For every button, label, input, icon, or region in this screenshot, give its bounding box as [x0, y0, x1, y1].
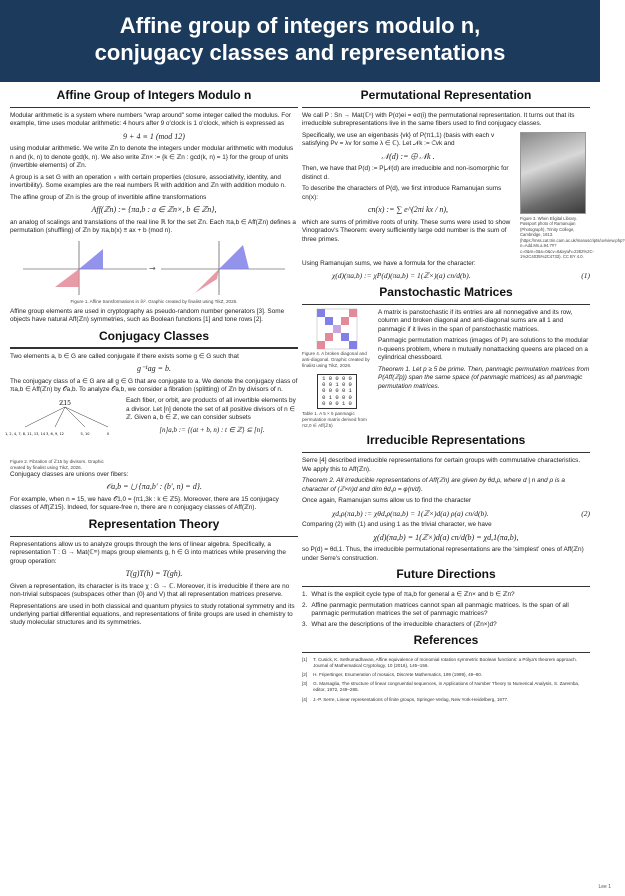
affine-p1: Modular arithmetic is a system where numbers "wrap around" some integer called the modulus. For example, time uses modular arithmetic: 4 hours after 9 o'clock is 1 o'clock, which is expressed as: [10, 112, 291, 128]
future-item: [302, 591, 590, 599]
perm-row: [302, 131, 625, 260]
irr-theorem: Theorem 2. All irreducible representations of Aff(ℤn) are given by θd,ρ, where d | n and ρ is a character of (ℤ×n)d and dim θd,ρ = φ(n/d).: [302, 477, 565, 493]
conj-eq3: 𝒪a,b = ⋃ {πa,b′ : (b′, n) = d}.: [106, 482, 202, 492]
affine-p4: The affine group of ℤn is the group of invertible affine transformations: [10, 193, 207, 201]
irreducible-section: [302, 433, 590, 563]
conjugacy-heading: Conjugacy Classes: [98, 328, 210, 343]
rep-p3: Representations are used in both classical and quantum physics to study rotational symmetry and its underlying partial differential equations, and representations of finite groups are used in chemistry to study molecular structures and its symmetries.: [10, 602, 295, 627]
affine-heading: Affine Group of Integers Modulo n: [56, 88, 252, 102]
table1-caption: Table 1. A 5 × 5 panmagic permutation matrix derived from π2,0 ∈ Aff(ℤ5): [302, 411, 367, 429]
title-line-1: Affine group of integers modulo n,: [119, 13, 481, 38]
affine-p3: A group is a set G with an operation ∘ with certain properties (closure, associativity, identity, and invertibility). Some examples are the real numbers ℝ with addition and ℤn with addition modulo n.: [10, 173, 286, 190]
divider: [10, 347, 298, 348]
triangle-red-1: [55, 269, 79, 287]
broken-diagonal-grid: [317, 309, 357, 349]
fibration-row: [4, 397, 298, 470]
affine-eq2: Aff(ℤn) := {πa,b : a ∈ ℤn×, b ∈ ℤn},: [91, 205, 217, 215]
affine-figure: [19, 239, 289, 297]
footer-author: Lee 1: [598, 884, 611, 890]
perm-eq3-row: [302, 271, 590, 281]
tree-node-1: 1, 2, 4, 7, 8, 11, 13, 14: [4, 432, 46, 437]
ref-number: [3]: [302, 681, 308, 687]
reference-item: [302, 657, 590, 669]
rep-eq1: T(g)T(h) = T(gh).: [125, 569, 183, 579]
ref-text: H. Fripertinger, Enumeration of mosaics, Discrete Mathematics, 199 (1999), 49–60.: [313, 672, 483, 678]
perm-p5: which are sums of primitive roots of unity. These sums were used to show Vinogradov's Theorem: every sufficiently large odd number is the sum of three primes.: [302, 218, 511, 243]
perm-p2: Specifically, we use an eigenbasis {vk} of P(π1,1) (basis with each v satisfying Pv = λv for some λ ∈ ℂ). Let 𝒩k := ℂvk and: [302, 131, 495, 148]
irr-p2: Once again, Ramanujan sums allow us to find the character: [302, 497, 472, 505]
references-list: [302, 657, 590, 702]
poster-title: [0, 12, 600, 66]
pan-text: [378, 309, 590, 429]
conj-p5: For example, when n = 15, we have 𝒪1,0 = {π1,3k : k ∈ ℤ5}. Moreover, there are 15 conjugacy classes of Aff(ℤ15). Indeed, for square-free n, there are n conjugacy classes of Aff(ℤn).: [10, 495, 279, 512]
matrix-row: 0 0 1 0 0: [322, 381, 352, 389]
affine-p6: Affine group elements are used in cryptography as pseudo-random number generators [3]. Some objects have natural Aff(ℤn) symmetries, such as Boolean functions [1] and tone rows [2].: [10, 307, 285, 324]
permutational-heading: Permutational Representation: [360, 88, 532, 102]
conj-p3: Each fiber, or orbit, are products of all invertible elements by a divisor. Let [n] denote the set of all positive divisors of n ∈ ℤ. Given a, b ∈ ℤ, we can consider subsets: [126, 397, 296, 422]
item-text: What is the explicit cycle type of πa,b for general a ∈ ℤn× and b ∈ ℤn?: [311, 591, 515, 599]
future-section: [302, 567, 590, 629]
panstochastic-section: [302, 285, 590, 429]
irr-eq1-num: (2): [581, 508, 590, 518]
future-item: [302, 602, 590, 619]
affine-p2: using modular arithmetic. We write ℤn to denote the integers under modular arithmetic with modulus n and (k, n) to denote gcd(k, n). We also write ℤn× := {k ∈ ℤn : gcd(k, n) = 1} for the group of units (invertible elements) of ℤn.: [10, 145, 294, 170]
perm-eq2: cn(x) := ∑ e^(2πi kx / n),: [367, 205, 448, 215]
tree-root-label: ℤ15: [58, 400, 72, 408]
irr-p4: so P(d) = θd,1. Thus, the irreducible permutational representations are the 'simplest' ones of Aff(ℤn) under Serre's construction.: [302, 546, 584, 562]
reference-item: [302, 697, 590, 703]
representation-heading: Representation Theory: [88, 516, 220, 531]
perm-p4: To describe the characters of P(d), we first introduce Ramanujan sums cn(x):: [302, 185, 502, 201]
conj-p4: Conjugacy classes are unions over fibers:: [10, 470, 129, 478]
panmagic-matrix: [317, 374, 357, 410]
permutational-section: [302, 88, 625, 281]
matrix-row: 0 0 0 1 0: [322, 400, 352, 408]
title-line-2: conjugacy classes and representations: [94, 40, 506, 65]
divider: [10, 107, 298, 108]
divider: [302, 452, 590, 453]
conj-eq1: g⁻¹ag = b.: [136, 363, 172, 373]
panstochastic-heading: Panstochastic Matrices: [379, 284, 513, 299]
svg-text:→: →: [149, 263, 156, 273]
irr-eq1-row: [302, 509, 590, 519]
reference-item: [302, 672, 590, 678]
item-number: 2.: [302, 601, 308, 609]
tree-node-4: 0: [106, 432, 110, 437]
matrix-row: 0 1 0 0 0: [322, 393, 352, 401]
perm-p3: Then, we have that P(d) := P|𝒩(d) are irreducible and non-isomorphic for distinct d.: [302, 165, 509, 181]
irr-p1: Serre [4] described irreducible representations for certain groups with commutative characteristics. We apply this to Aff(ℤn).: [302, 457, 581, 473]
irreducible-heading: Irreducible Representations: [366, 433, 526, 448]
triangle-blue-1: [79, 249, 103, 269]
matrix-row: 1 0 0 0 0: [322, 374, 352, 382]
conj-p2: The conjugacy class of a ∈ G are all g ∈ G that are conjugate to a. We denote the conjugacy class of πa,b ∈ Aff(ℤn) by 𝒪a,b. To analyze 𝒪a,b, we consider a fibration (splitting) of ℤn by divisors of n.: [10, 377, 298, 393]
future-list: [302, 591, 590, 629]
conj-p1: Two elements a, b ∈ G are called conjugate if there exists some g ∈ G such that: [10, 352, 239, 360]
ref-number: [2]: [302, 672, 308, 678]
matrix-row: 0 0 0 0 1: [322, 387, 352, 395]
fibration-tree: [4, 397, 120, 455]
future-item: [302, 621, 590, 629]
poster-header: [0, 0, 600, 82]
tree-node-3: 5, 10: [80, 432, 90, 437]
perm-eq3-num: (1): [581, 271, 590, 280]
perm-eq3: χ(d)(πa,b) := χP(d)(πa,b) = 1(ℤ×)(a) cn/d(b).: [332, 271, 471, 280]
divider: [302, 304, 590, 305]
item-number: 1.: [302, 591, 308, 599]
references-section: [302, 633, 590, 702]
ref-number: [4]: [302, 696, 308, 702]
representation-section: [10, 517, 298, 628]
irr-p3: Comparing (2) with (1) and using 1 as the trivial character, we have: [302, 521, 492, 529]
fig2-caption: Figure 2. Fibration of ℤ15 by divisors. Graphic created by finalist using TikZ, 2026.: [10, 458, 104, 470]
irr-eq2: χ(d)(πa,b) = 1(ℤ×)d(a) cn/d(b) = χd,1(πa,b),: [373, 532, 519, 542]
fig3-caption: Figure 3. When Eligital Library. Passport photo of Ramanujan (Photograph), Trinity College, Cambridge, 1913. (https://mss.cat.trin.cam.ac.uk/manuscripts/uv/view.php?n=Add.Ms.a.94.7#?c=0&m=0&s=0&cv=6&xywh=2282%2C-1%2C4035%2C4733). CC BY 4.0.: [520, 215, 625, 260]
affine-eq1: 9 + 4 ≡ 1 (mod 12): [123, 131, 185, 141]
perm-p6: Using Ramanujan sums, we have a formula for the character:: [302, 259, 476, 267]
future-heading: Future Directions: [396, 567, 496, 582]
rep-p1: Representations allow us to analyze groups through the lens of linear algebra. Specifically, a representation T : G → Mat(ℂᵐ) maps group elements g, h ∈ G into matrices while preserving the group operation:: [10, 540, 286, 565]
ramanujan-photo: [520, 132, 586, 214]
ref-text: J.-P. Serre, Linear representations of finite groups, Springer-Verlag, New York-Heidelberg, 1977.: [313, 696, 509, 702]
fibration-figure: [4, 397, 120, 470]
fibration-text: [126, 397, 298, 470]
ramanujan-figure: [520, 132, 625, 260]
divider: [302, 652, 590, 653]
pan-p1: A matrix is panstochastic if its entries are all nonnegative and its row, column and broken diagonal and anti-diagonal sums are all 1 and panmagic if it lives in the span of panstochastic matrices.: [378, 308, 573, 333]
ref-text: T. Cusick, K. Sethumadhavan, Affine equivalence of monomial rotation symmetric Boolean functions: a Pólya's theorem approach. Journal of Mathematical Cryptology, 10 (2016), 145–156.: [313, 657, 577, 669]
perm-text: [302, 132, 514, 260]
affine-section: [10, 88, 298, 325]
fig1-caption: Figure 1. Affine transformations in ℝ². Graphic created by finalist using TikZ, 2026.: [70, 298, 238, 304]
triangle-blue-2: [219, 245, 249, 269]
divider: [10, 536, 298, 537]
irr-eq1: χd,ρ(πa,b) := χθd,ρ(πa,b) = 1(ℤ×)d(a) ρ(a) cn/d(b).: [332, 508, 489, 518]
perm-p1: We call P : Sn → Mat(ℂⁿ) with P(σ)ei = eσ(i) the permutational representation. It turns out that its irreducible subrepresentations live in the same fibers used to find conjugacy classes.: [302, 112, 575, 128]
triangle-red-2: [195, 269, 219, 293]
fig4-caption: Figure 4. A broken diagonal and anti-diagonal. Graphic created by finalist using TikZ, 2026.: [302, 350, 370, 368]
ref-number: [1]: [302, 657, 308, 663]
conjugacy-section: [4, 328, 298, 513]
item-text: Affine panmagic permutation matrices cannot span all panmagic matrices. Is the span of all panmagic permutation matrices the set of panmagic matrices?: [311, 601, 569, 618]
divider: [302, 586, 590, 587]
divider: [302, 107, 590, 108]
references-heading: References: [413, 633, 479, 648]
reference-item: [302, 681, 590, 693]
right-column: [302, 84, 625, 884]
left-column: [4, 84, 298, 884]
pan-p2: Panmagic permutation matrices (images of P) are solutions to the modular n-queens problem, where n mutually nonattacking queens are placed on a cylindrical chessboard.: [378, 337, 589, 362]
pan-row: [302, 309, 590, 429]
item-number: 3.: [302, 620, 308, 628]
pan-theorem: Theorem 1. Let p ≥ 5 be prime. Then, panmagic permutation matrices from P(Aff(ℤp)) span the same space (of panmagic matrices) as all panmagic permutation matrices.: [378, 365, 590, 390]
item-text: What are the descriptions of the irreducible characters of (ℤn×)d?: [311, 620, 497, 628]
ref-text: G. Marsaglia, The structure of linear congruential sequences, in Applications of Number Theory to Numerical Analysis, S. Zaremba, editor, 1972, 249–285.: [313, 681, 580, 693]
tree-node-2: 3, 6, 9, 12: [46, 432, 64, 437]
affine-p5: an analog of scalings and translations of the real line ℝ for the set ℤn. Each πa,b ∈ Aff(ℤn) defines a permutation (shuffling) of ℤn by πa,b(x) ≡ ax + b (mod n).: [10, 218, 296, 235]
pan-figures: [302, 309, 372, 429]
perm-eq1: 𝒩(d) := ⨁ 𝒩k .: [381, 151, 435, 161]
rep-p2: Given a representation, its character is its trace χ : G → ℂ. Moreover, it is irreducible if there are no non-trivial subspaces (subspaces other than {0} and V) that all representation matrices preserve.: [10, 582, 290, 599]
conj-eq2: [n]a,b := {(at + b, n) : t ∈ ℤ} ⊆ [n].: [159, 425, 265, 434]
